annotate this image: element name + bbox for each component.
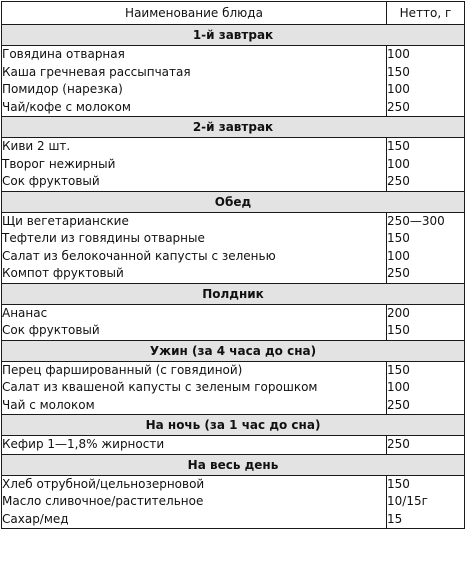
dish-weights-cell xyxy=(387,212,465,283)
dish-weight: 250 xyxy=(387,266,410,280)
dish-weight: 100 xyxy=(387,380,410,394)
dish-weights-cell xyxy=(387,304,465,340)
section-header-row xyxy=(2,191,465,212)
section-header-row xyxy=(2,25,465,46)
dish-name: Тефтели из говядины отварные xyxy=(2,231,205,245)
dish-weight: 100 xyxy=(387,47,410,61)
dish-name: Ананас xyxy=(2,305,48,320)
section-title: Обед xyxy=(2,191,465,212)
dish-weight: 250—300 xyxy=(387,213,445,228)
dish-weight: 150 xyxy=(387,323,410,337)
dish-name: Компот фруктовый xyxy=(2,266,124,280)
dish-weight: 150 xyxy=(387,476,410,491)
dish-name: Сок фруктовый xyxy=(2,174,100,188)
section-items-row xyxy=(2,138,465,192)
dish-name: Творог нежирный xyxy=(2,156,116,171)
dish-weight: 250 xyxy=(387,174,410,188)
dish-weight: 150 xyxy=(387,231,410,245)
dish-weight: 150 xyxy=(387,64,410,79)
dish-names-cell xyxy=(2,475,387,529)
dish-weight: 250 xyxy=(387,397,410,412)
dish-weights-cell xyxy=(387,138,465,192)
section-header-row xyxy=(2,117,465,138)
section-items-row xyxy=(2,304,465,340)
dish-name: Сахар/мед xyxy=(2,511,69,526)
section-items-row xyxy=(2,212,465,283)
section-title: На весь день xyxy=(2,454,465,475)
dish-weight: 200 xyxy=(387,305,410,320)
section-header-row xyxy=(2,415,465,436)
dish-weight: 10/15г xyxy=(387,494,428,508)
dish-names-cell xyxy=(2,46,387,117)
header-name-column: Наименование блюда xyxy=(2,2,387,25)
dish-name: Щи вегетарианские xyxy=(2,213,129,228)
dish-weights-cell xyxy=(387,436,465,455)
section-header-row xyxy=(2,340,465,361)
dish-names-cell xyxy=(2,212,387,283)
dish-names-cell xyxy=(2,361,387,415)
dish-weight: 15 xyxy=(387,511,403,526)
dish-weights-cell xyxy=(387,361,465,415)
dish-name: Киви 2 шт. xyxy=(2,139,71,153)
dish-name: Помидор (нарезка) xyxy=(2,82,123,96)
dish-name: Кефир 1—1,8% жирности xyxy=(2,437,165,451)
section-title: 2-й завтрак xyxy=(2,117,465,138)
section-items-row xyxy=(2,46,465,117)
dish-weight: 250 xyxy=(387,437,410,451)
dish-weight: 150 xyxy=(387,362,410,377)
dish-names-cell xyxy=(2,304,387,340)
section-header-row xyxy=(2,283,465,304)
dish-name: Каша гречневая рассыпчатая xyxy=(2,64,191,79)
dish-weight: 100 xyxy=(387,156,410,171)
dish-names-cell xyxy=(2,138,387,192)
dish-names-cell xyxy=(2,436,387,455)
dish-name: Чай с молоком xyxy=(2,397,95,412)
dish-name: Перец фаршированный (с говядиной) xyxy=(2,362,243,377)
section-title: Полдник xyxy=(2,283,465,304)
dish-name: Чай/кофе с молоком xyxy=(2,99,131,114)
dish-name: Салат из квашеной капусты с зеленым горошком xyxy=(2,380,318,394)
header-row xyxy=(2,2,465,25)
dish-name: Салат из белокочанной капусты с зеленью xyxy=(2,248,276,263)
dish-name: Сок фруктовый xyxy=(2,323,100,337)
dish-name: Хлеб отрубной/цельнозерновой xyxy=(2,476,205,491)
section-items-row xyxy=(2,475,465,529)
section-title: На ночь (за 1 час до сна) xyxy=(2,415,465,436)
header-weight-column: Нетто, г xyxy=(387,2,465,25)
dish-weights-cell xyxy=(387,46,465,117)
dish-weights-cell xyxy=(387,475,465,529)
dish-weight: 150 xyxy=(387,139,410,153)
dish-name: Говядина отварная xyxy=(2,47,125,61)
menu-body xyxy=(2,25,465,529)
section-items-row xyxy=(2,361,465,415)
dish-weight: 100 xyxy=(387,82,410,96)
section-title: Ужин (за 4 часа до сна) xyxy=(2,340,465,361)
dish-weight: 250 xyxy=(387,99,410,114)
section-title: 1-й завтрак xyxy=(2,25,465,46)
section-header-row xyxy=(2,454,465,475)
dish-name: Масло сливочное/растительное xyxy=(2,494,204,508)
section-items-row xyxy=(2,436,465,455)
menu-table xyxy=(1,1,465,529)
dish-weight: 100 xyxy=(387,248,410,263)
